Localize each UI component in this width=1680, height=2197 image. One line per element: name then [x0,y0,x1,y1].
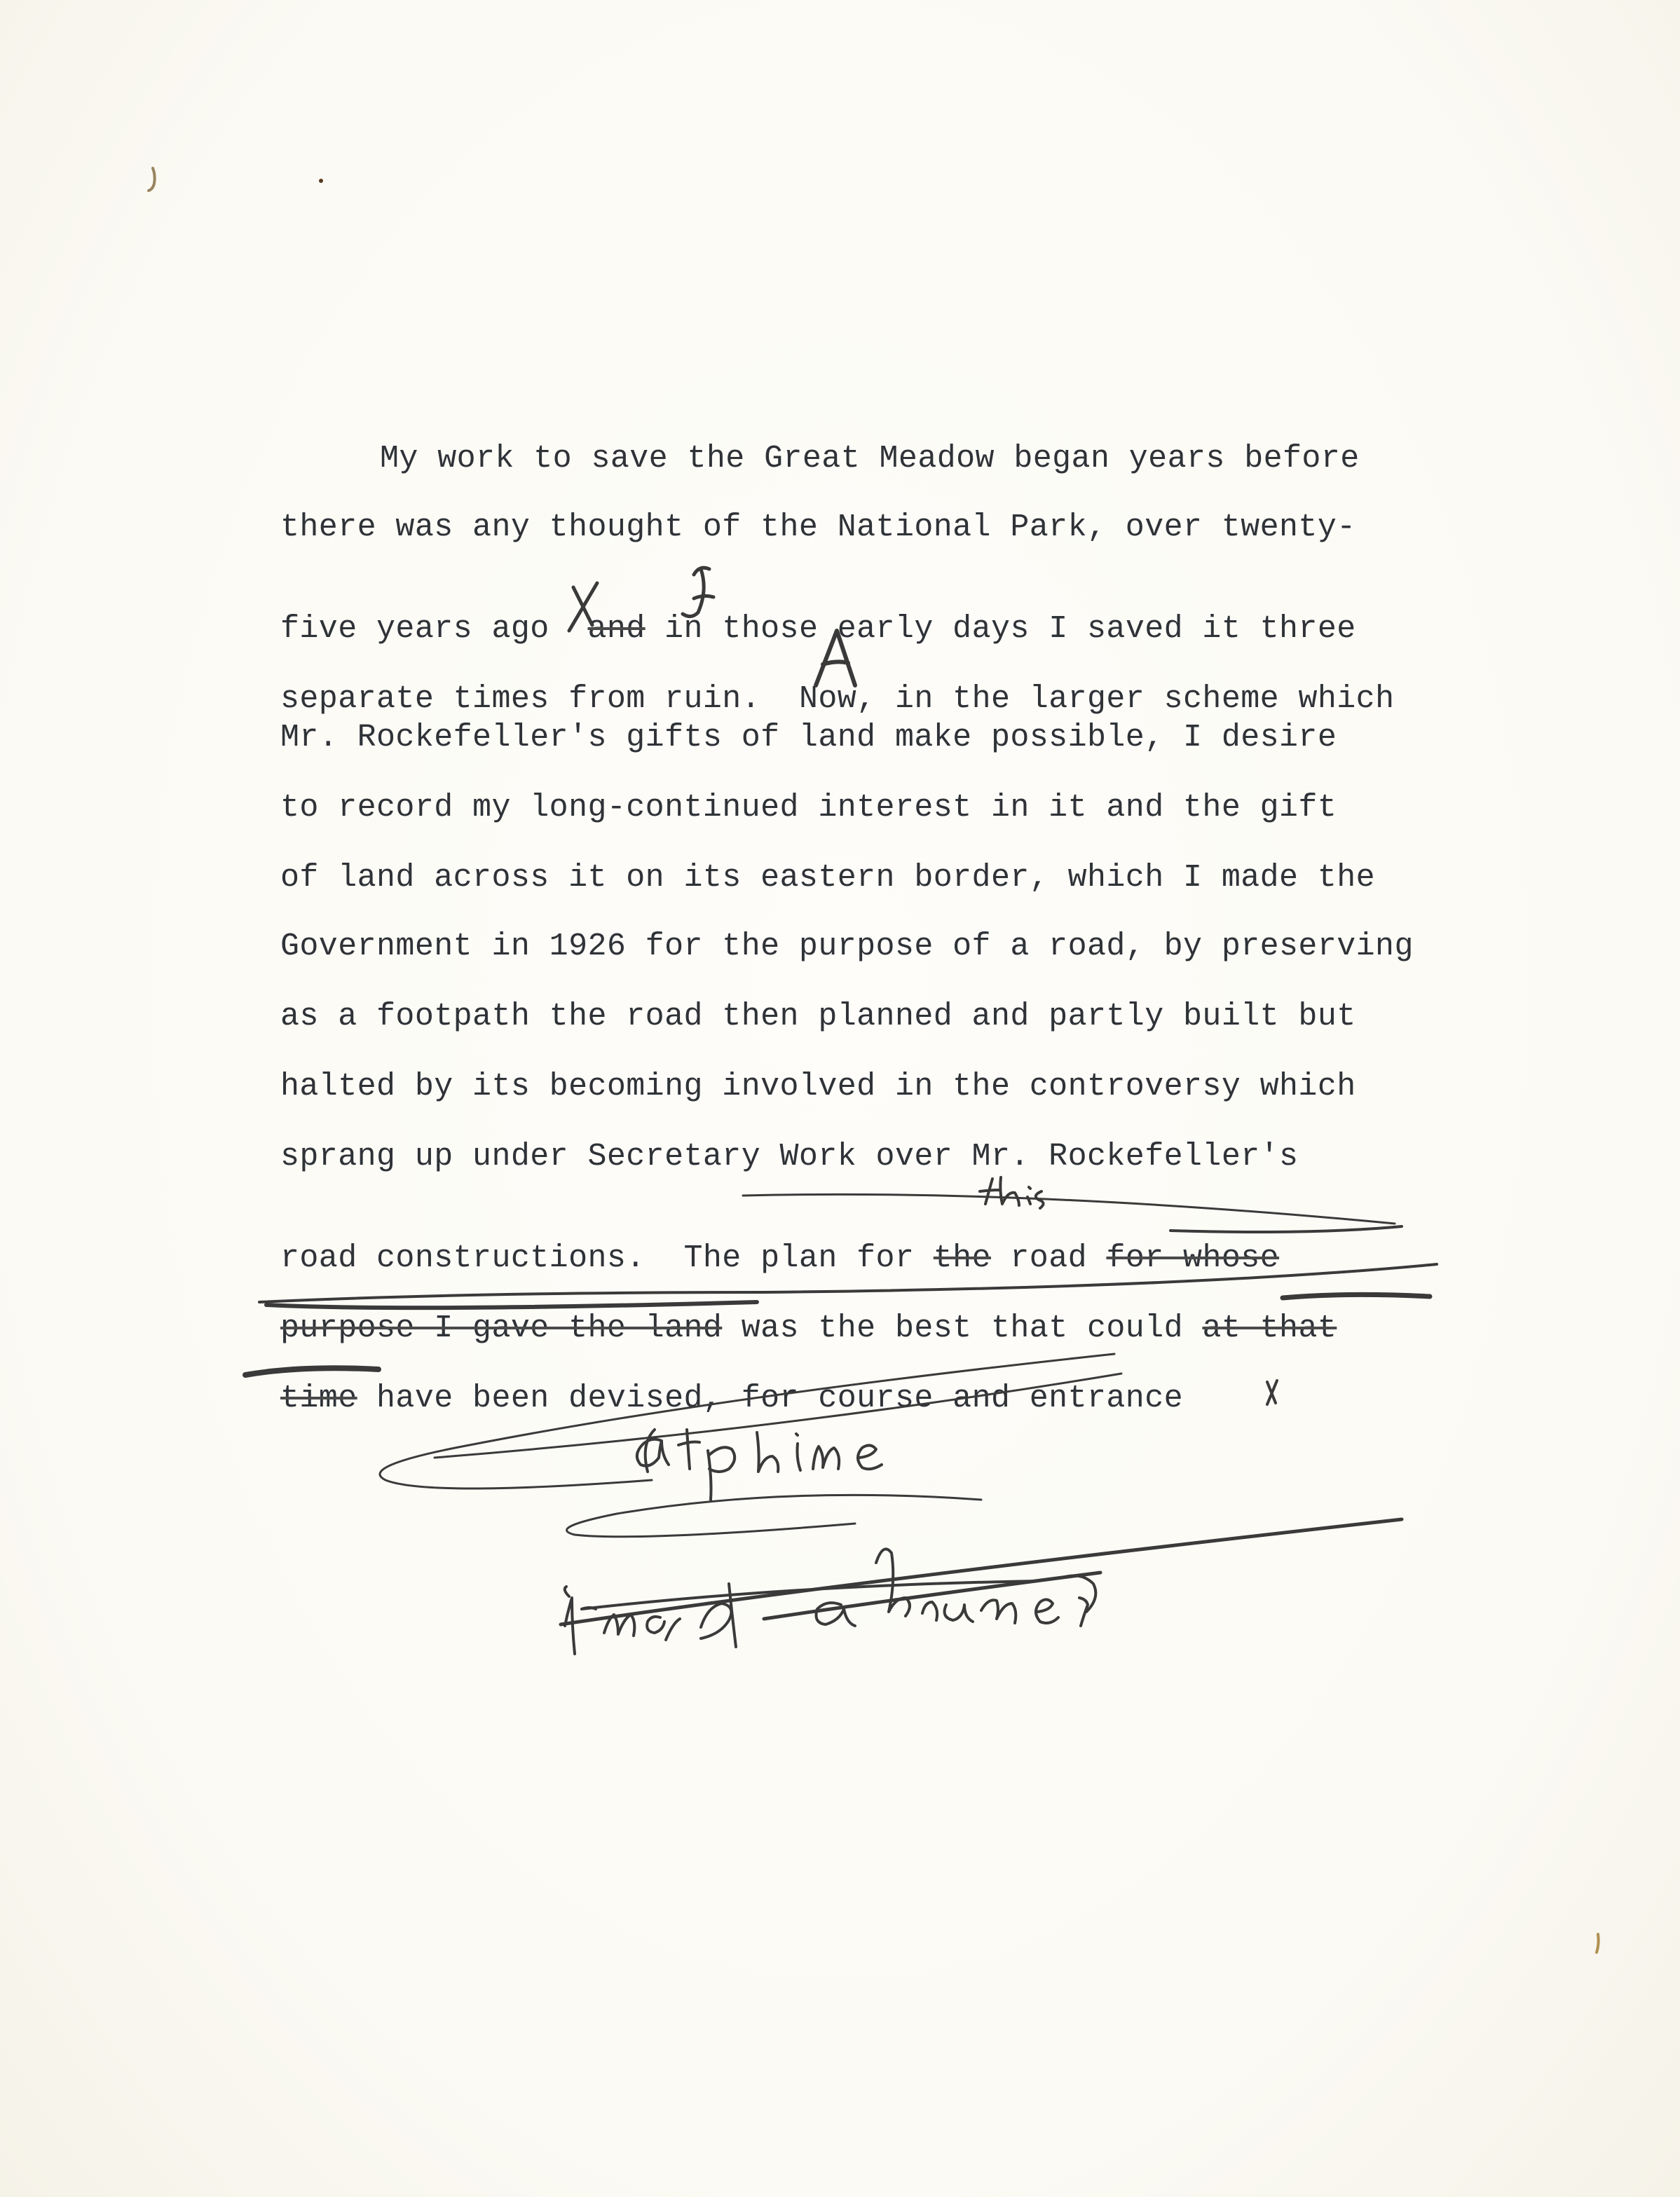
typed-line-8: Government in 1926 for the purpose of a road, by preserving [280,929,1414,964]
strike-purpose [266,1302,757,1308]
x-mark-caret [569,583,597,631]
struck-phrase-purpose: purpose I gave the land [280,1310,723,1346]
handwritten-A [816,631,855,685]
typed-line-10: halted by its becoming involved in the controversy which [280,1069,1356,1104]
x-mark-entrance [1267,1381,1277,1404]
struck-phrase-for-whose: for whose [1106,1240,1280,1276]
handwritten-this [980,1177,1044,1208]
typed-line-12-start: road constructions. [280,1240,646,1276]
ink-mark-bottom-right [1597,1934,1599,1952]
handwritten-at-the-time [637,1430,882,1500]
typed-line-14-rest: have been devised, for course and entrance [376,1381,1184,1416]
typed-line-5: Mr. Rockefeller's gifts of land make possible, I desire [280,720,1337,755]
typed-line-7: of land across it on its eastern border, which I made the [280,860,1376,896]
typed-line-11: sprang up under Secretary Work over Mr. Rockefeller's [280,1139,1299,1175]
loop-scribble-3 [567,1495,981,1536]
typed-line-6: to record my long-continued interest in it and the gift [280,790,1337,826]
strike-for-whose [1170,1226,1402,1232]
strike-long-line [259,1264,1437,1302]
strike-signature-3 [764,1573,1100,1619]
typed-line-4-rest: Now, in the larger scheme which [798,681,1395,717]
struck-word-time: time [280,1381,357,1416]
struck-word-the: the [933,1240,991,1276]
strike-upper-arc [743,1194,1395,1224]
strike-time [245,1368,378,1375]
strike-signature-2 [582,1581,1037,1609]
typed-line-12-road: road [1010,1240,1088,1276]
typed-line-4-start: separate times from ruin. [280,681,761,717]
typed-line-3-start: five years ago [280,611,549,647]
typed-line-12-plan: The plan for [683,1240,915,1276]
loop-scribble-1 [380,1354,1114,1488]
typed-line-13-rest: was the best that could [741,1310,1184,1346]
strike-at-that [1283,1294,1430,1298]
ink-mark-top-left [149,168,155,191]
typed-line-9: as a footpath the road then planned and partly built but [280,999,1356,1034]
struck-word-and: and [587,611,646,647]
ink-dot [319,179,323,183]
struck-phrase-at-that: at that [1202,1310,1337,1346]
typed-line-1: My work to save the Great Meadow began years before [380,441,1360,477]
typed-line-3-rest: in those early days I saved it three [664,611,1356,647]
handwritten-I [683,568,713,616]
loop-scribble-2 [435,1374,1121,1458]
typed-line-2: there was any thought of the National Park, over twenty- [280,509,1356,545]
